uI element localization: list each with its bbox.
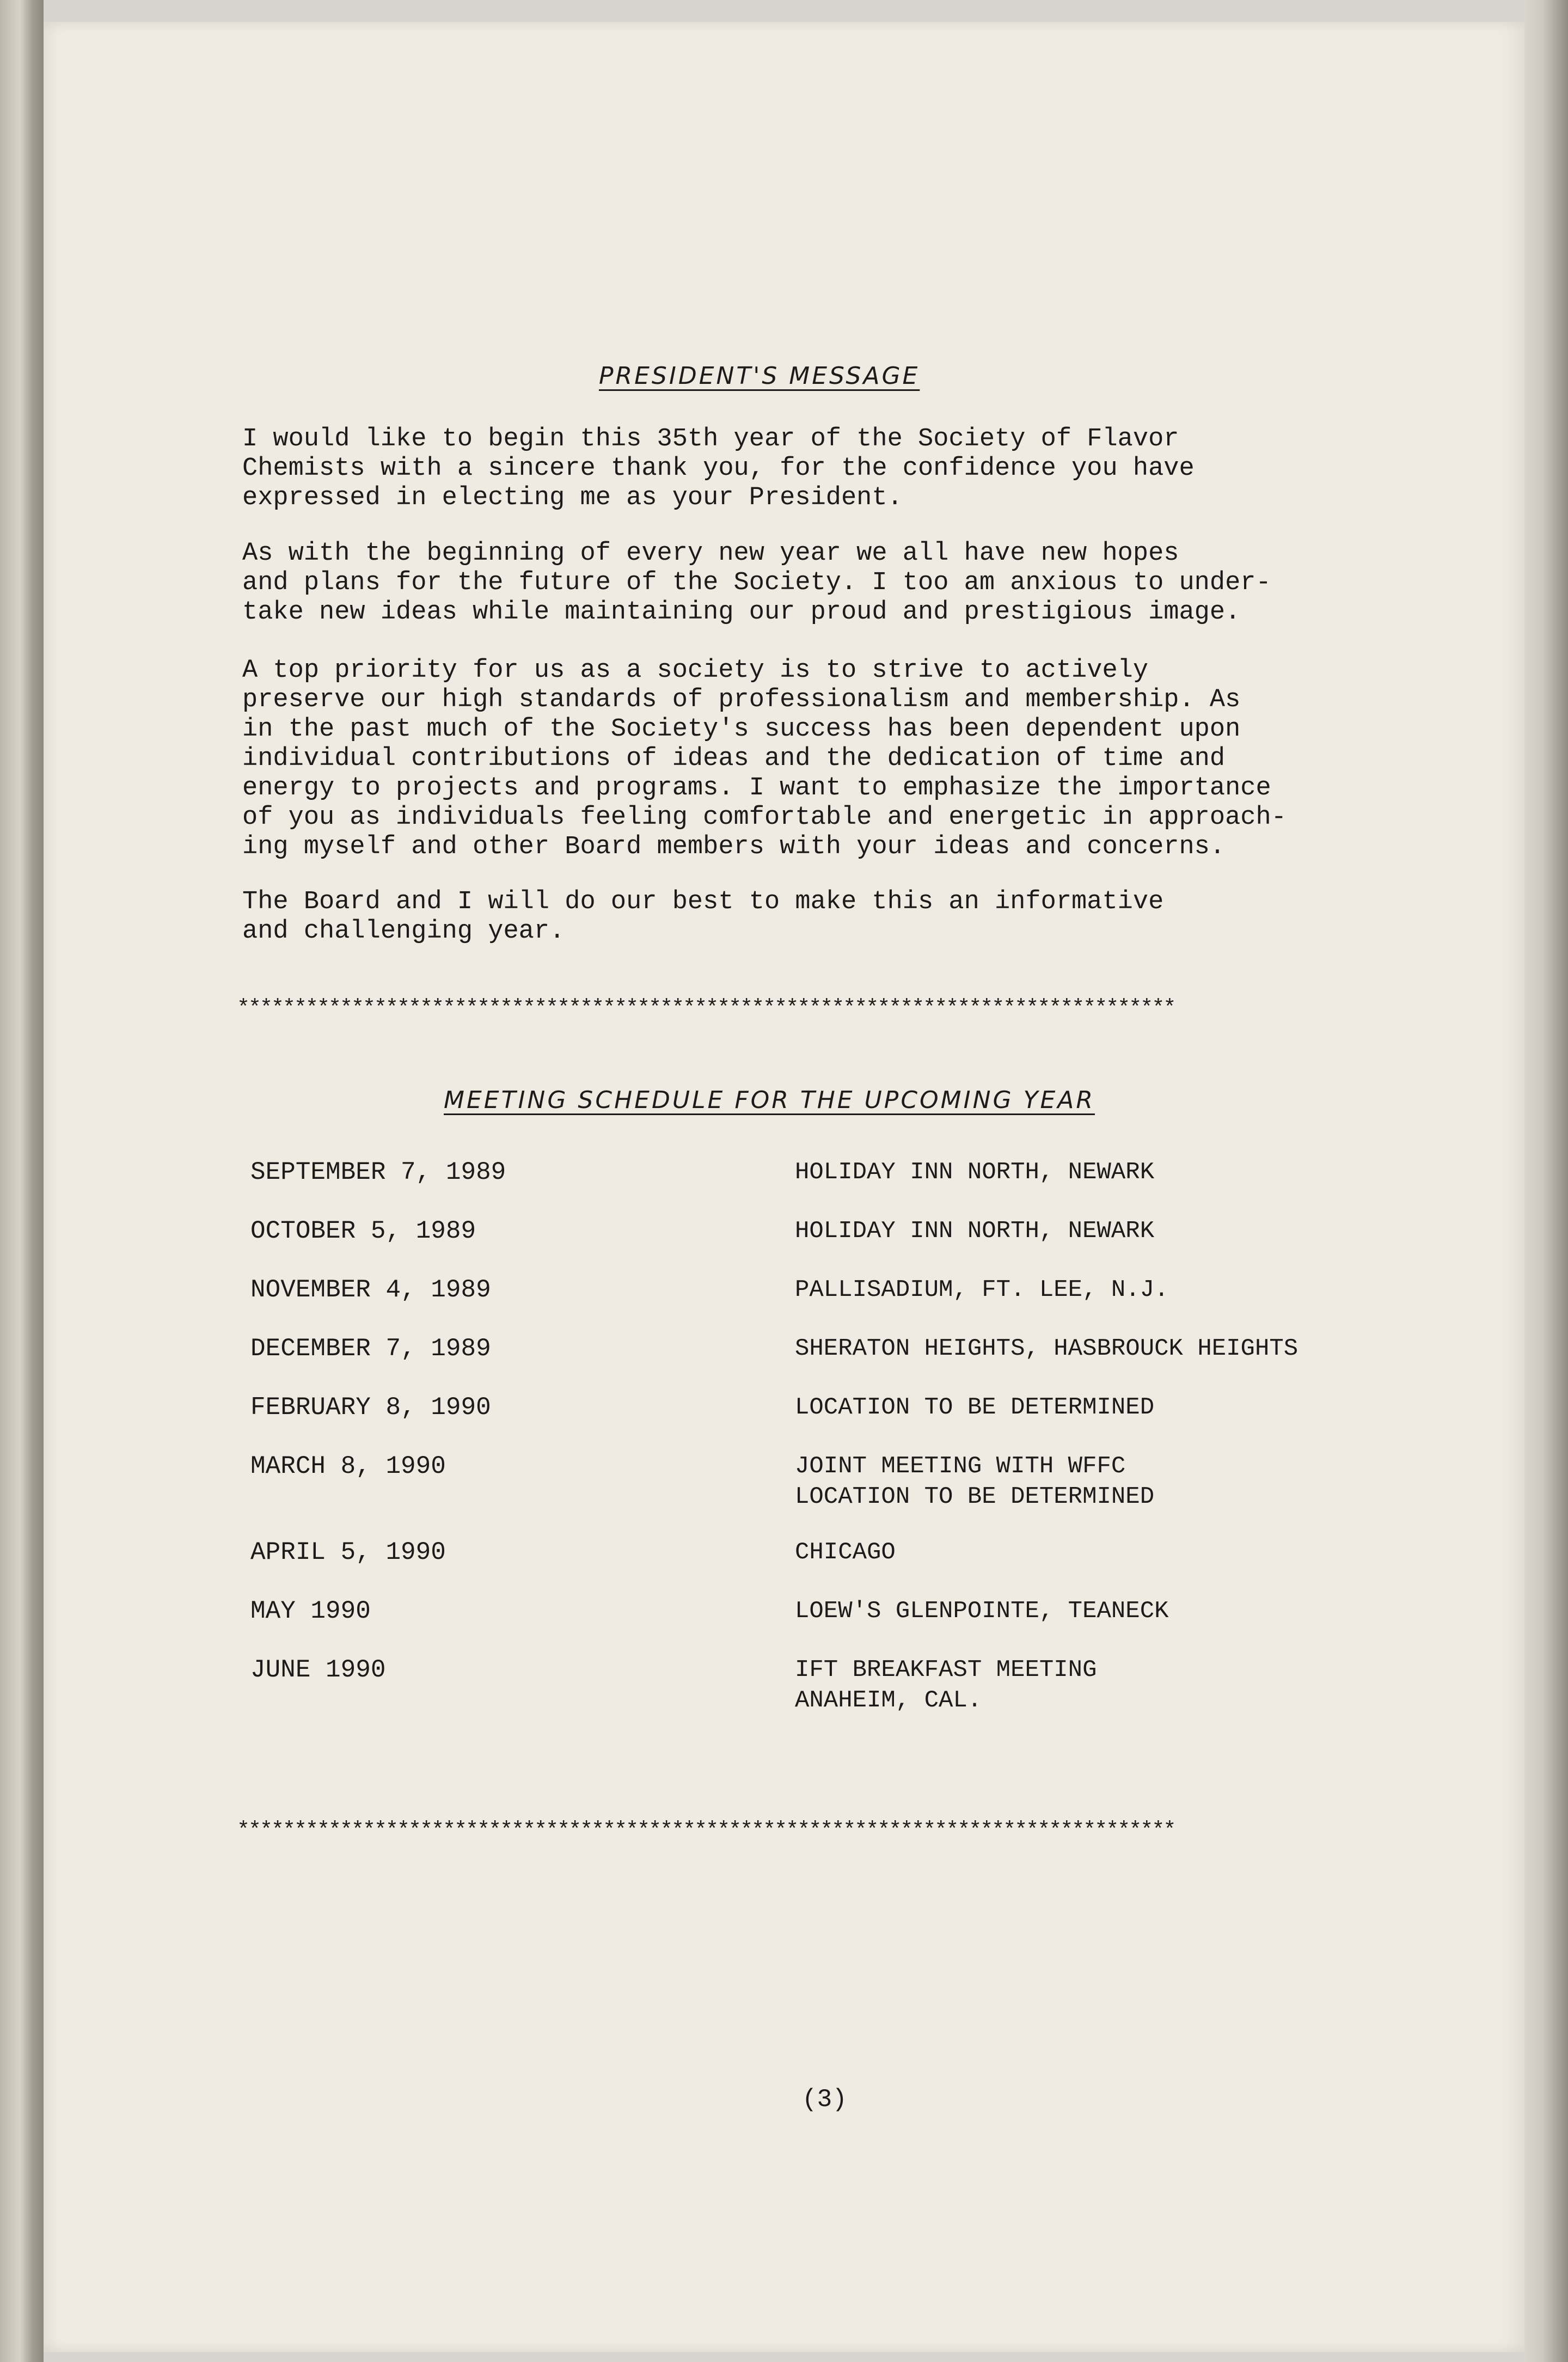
meeting-date: JUNE 1990 xyxy=(250,1656,386,1684)
meeting-date: OCTOBER 5, 1989 xyxy=(250,1217,476,1245)
meeting-date: NOVEMBER 4, 1989 xyxy=(250,1276,491,1304)
meeting-location: IFT BREAKFAST MEETING ANAHEIM, CAL. xyxy=(795,1656,1097,1714)
meeting-location: JOINT MEETING WITH WFFC LOCATION TO BE DETERMINED xyxy=(795,1453,1155,1510)
document-page xyxy=(44,22,1524,2352)
page-edge xyxy=(1524,0,1568,2362)
schedule-row xyxy=(250,1392,1481,1458)
schedule-row xyxy=(250,1333,1481,1399)
meeting-location: HOLIDAY INN NORTH, NEWARK xyxy=(795,1217,1155,1245)
meeting-location: CHICAGO xyxy=(795,1539,896,1566)
schedule-row xyxy=(250,1537,1481,1602)
schedule-row xyxy=(250,1157,1481,1222)
meeting-date: APRIL 5, 1990 xyxy=(250,1538,446,1566)
separator-top: ********************************************************************************** xyxy=(237,996,1175,1021)
meeting-location: LOCATION TO BE DETERMINED xyxy=(795,1394,1155,1421)
schedule-row xyxy=(250,1216,1481,1281)
schedule-row xyxy=(250,1451,1481,1516)
message-paragraph-3: A top priority for us as a society is to strive to actively preserve our high standards of professionalism and membership. As in the past much of the Society's success has been dependent upon individual contributions of ideas and the dedication of time and energy to projects and programs. I want to emphasize the importance of you as individuals feeling comfortable and energetic in approach- ing myself and other Board members with your ideas and concerns. xyxy=(242,656,1287,861)
meeting-location: HOLIDAY INN NORTH, NEWARK xyxy=(795,1159,1155,1186)
presidents-message-heading: PRESIDENT'S MESSAGE xyxy=(599,362,920,390)
meeting-date: MAY 1990 xyxy=(250,1597,371,1625)
meeting-date: FEBRUARY 8, 1990 xyxy=(250,1393,491,1422)
schedule-row xyxy=(250,1275,1481,1340)
meeting-date: DECEMBER 7, 1989 xyxy=(250,1335,491,1363)
message-paragraph-1: I would like to begin this 35th year of the Society of Flavor Chemists with a sincere thank you, for the confidence you have expressed in electing me as your President. xyxy=(242,425,1195,512)
meeting-date: MARCH 8, 1990 xyxy=(250,1452,446,1480)
message-paragraph-2: As with the beginning of every new year we all have new hopes and plans for the future of the Society. I too am anxious to under- take new ideas while maintaining our proud and prestigious image. xyxy=(242,539,1271,627)
meeting-location: PALLISADIUM, FT. LEE, N.J. xyxy=(795,1276,1169,1304)
meeting-location: LOEW'S GLENPOINTE, TEANECK xyxy=(795,1598,1169,1625)
meeting-schedule-heading: MEETING SCHEDULE FOR THE UPCOMING YEAR xyxy=(444,1086,1095,1114)
meeting-location: SHERATON HEIGHTS, HASBROUCK HEIGHTS xyxy=(795,1335,1298,1362)
separator-bottom: ********************************************************************************** xyxy=(237,1819,1175,1843)
page-number: (3) xyxy=(802,2085,847,2114)
schedule-row xyxy=(250,1655,1481,1720)
schedule-row xyxy=(250,1596,1481,1661)
book-spine xyxy=(0,0,44,2362)
message-paragraph-4: The Board and I will do our best to make this an informative and challenging year. xyxy=(242,888,1164,946)
meeting-date: SEPTEMBER 7, 1989 xyxy=(250,1158,506,1186)
